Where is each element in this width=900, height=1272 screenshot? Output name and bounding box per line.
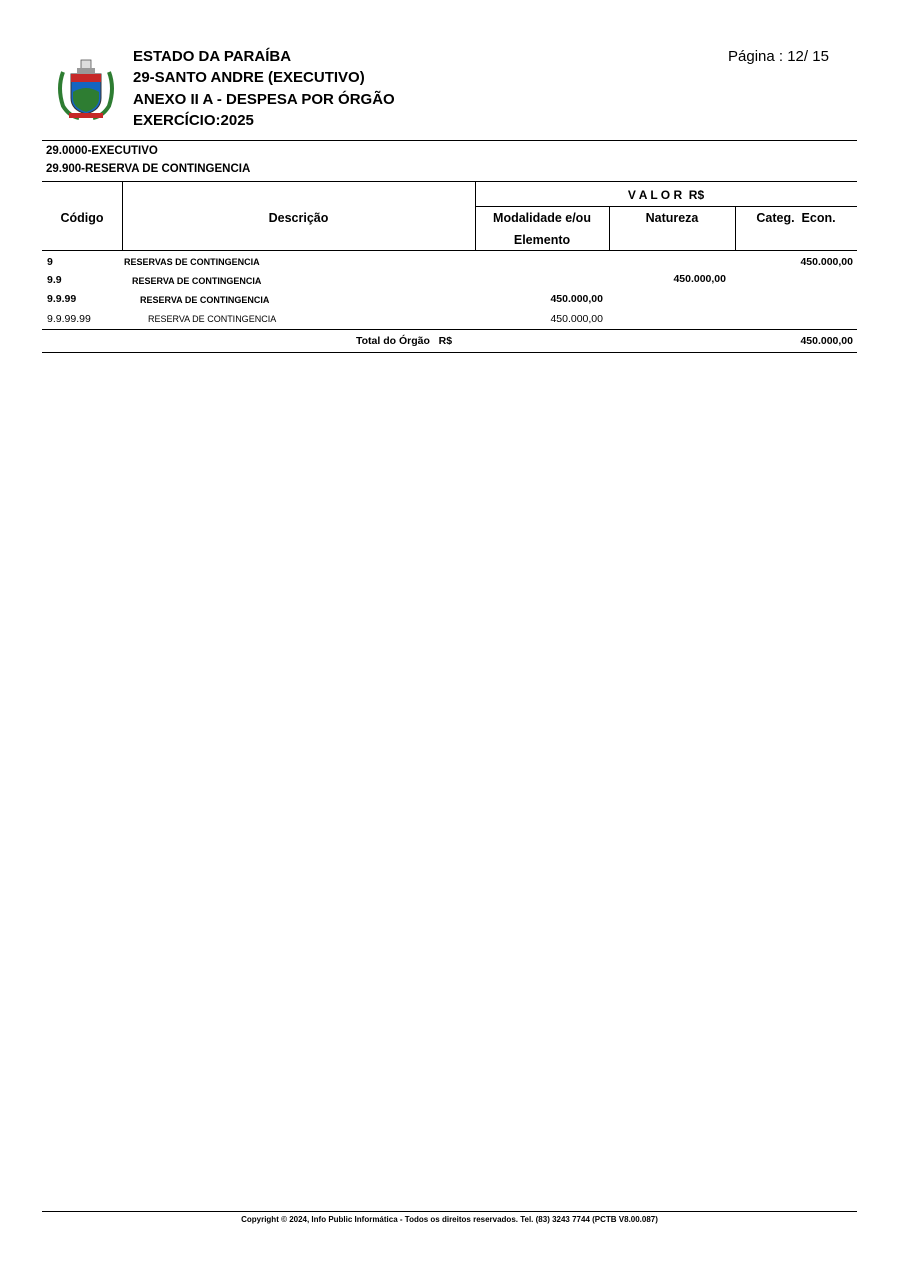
col-modalidade-header: Modalidade e/ou [493, 211, 591, 225]
row-description: RESERVAS DE CONTINGENCIA [124, 257, 260, 267]
footer-divider [42, 1211, 857, 1212]
table-top-border [42, 181, 857, 182]
total-bottom-border [42, 352, 857, 353]
col-categ-header: Categ. Econ. [756, 211, 836, 225]
header-state: ESTADO DA PARAÍBA [133, 48, 292, 65]
table-header-bottom-border [42, 250, 857, 251]
total-label: Total do Órgão R$ [356, 335, 453, 347]
valor-group-header: V A L O R R$ [627, 188, 705, 202]
col-modalidade-header-line2: Elemento [513, 233, 571, 247]
row-description: RESERVA DE CONTINGENCIA [132, 276, 262, 286]
row-description: RESERVA DE CONTINGENCIA [140, 295, 270, 305]
row-categ-value: 450.000,00 [800, 256, 853, 268]
row-modalidade-value: 450.000,00 [550, 293, 603, 305]
header-entity: 29-SANTO ANDRE (EXECUTIVO) [133, 69, 365, 86]
row-code: 9 [47, 256, 53, 268]
row-modalidade-value: 450.000,00 [550, 313, 603, 325]
state-coat-of-arms-logo [55, 58, 117, 122]
row-code: 9.9.99 [47, 293, 77, 305]
valor-divider [475, 206, 857, 207]
total-top-border [42, 329, 857, 330]
row-code: 9.9.99.99 [47, 313, 91, 325]
header-report: ANEXO II A - DESPESA POR ÓRGÃO [133, 91, 395, 108]
total-value: 450.000,00 [800, 335, 853, 347]
header-year: EXERCÍCIO:2025 [133, 112, 254, 129]
col-natureza-header: Natureza [645, 211, 699, 225]
footer-copyright: Copyright © 2024, Info Public Informática - Todos os direitos reservados. Tel. (83) 3243 7744 (PCTB V8.00.087) [241, 1215, 658, 1224]
page-number: Página : 12/ 15 [728, 48, 829, 65]
col-descricao-header: Descrição [268, 211, 329, 225]
row-code: 9.9 [47, 274, 62, 286]
row-natureza-value: 450.000,00 [673, 273, 726, 285]
col-codigo-header: Código [60, 211, 104, 225]
unidade-label: 29.900-RESERVA DE CONTINGENCIA [46, 163, 251, 175]
row-description: RESERVA DE CONTINGENCIA [148, 314, 277, 324]
orgao-label: 29.0000-EXECUTIVO [46, 145, 158, 157]
header-divider [42, 140, 857, 141]
